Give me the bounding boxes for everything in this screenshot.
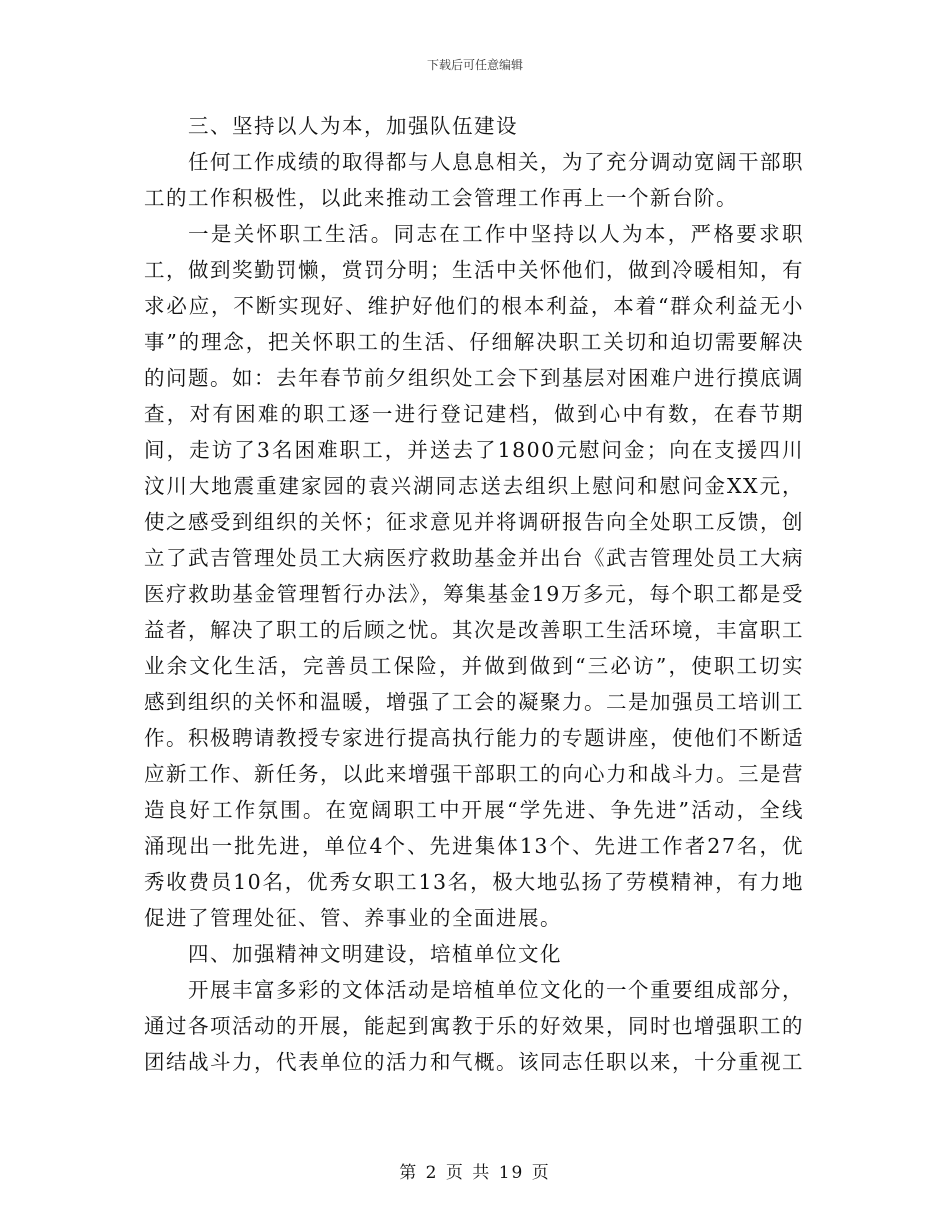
section-heading-4: 四、加强精神文明建设，培植单位文化 <box>188 942 562 966</box>
page-header-note: 下载后可任意编辑 <box>426 58 523 72</box>
document-body <box>144 108 804 1080</box>
page-number-footer: 第 2 页 共 19 页 <box>399 1163 551 1183</box>
paragraph-intro: 任何工作成绩的取得都与人息息相关，为了充分调动宽阔干部职工的工作积极性，以此来推动工会管理工作再上一个新台阶。 <box>144 150 804 210</box>
paragraph-culture: 开展丰富多彩的文体活动是培植单位文化的一个重要组成部分，通过各项活动的开展，能起到寓教于乐的好效果，同时也增强职工的团结战斗力，代表单位的活力和气概。该同志任职以来，十分重视工 <box>144 978 804 1074</box>
section-heading-3: 三、坚持以人为本，加强队伍建设 <box>188 114 518 138</box>
paragraph-care-for-staff: 一是关怀职工生活。同志在工作中坚持以人为本，严格要求职工，做到奖勤罚懒，赏罚分明；生活中关怀他们，做到冷暖相知，有求必应，不断实现好、维护好他们的根本利益，本着“群众利益无小事”的理念，把关怀职工的生活、仔细解决职工关切和迫切需要解决的问题。如：去年春节前夕组织处工会下到基层对困难户进行摸底调查，对有困难的职工逐一进行登记建档，做到心中有数，在春节期间，走访了3名困难职工，并送去了1800元慰问金；向在支援四川汶川大地震重建家园的袁兴湖同志送去组织上慰问和慰问金XX元，使之感受到组织的关怀；征求意见并将调研报告向全处职工反馈，创立了武吉管理处员工大病医疗救助基金并出台《武吉管理处员工大病医疗救助基金管理暂行办法》，筹集基金19万多元，每个职工都是受益者，解决了职工的后顾之忧。其次是改善职工生活环境，丰富职工业余文化生活，完善员工保险，并做到做到“三必访”，使职工切实感到组织的关怀和温暖，增强了工会的凝聚力。二是加强员工培训工作。积极聘请教授专家进行提高执行能力的专题讲座，使他们不断适应新工作、新任务，以此来增强干部职工的向心力和战斗力。三是营造良好工作氛围。在宽阔职工中开展“学先进、争先进”活动，全线涌现出一批先进，单位4个、先进集体13个、先进工作者27名，优秀收费员10名，优秀女职工13名，极大地弘扬了劳模精神，有力地促进了管理处征、管、养事业的全面进展。 <box>144 222 804 930</box>
